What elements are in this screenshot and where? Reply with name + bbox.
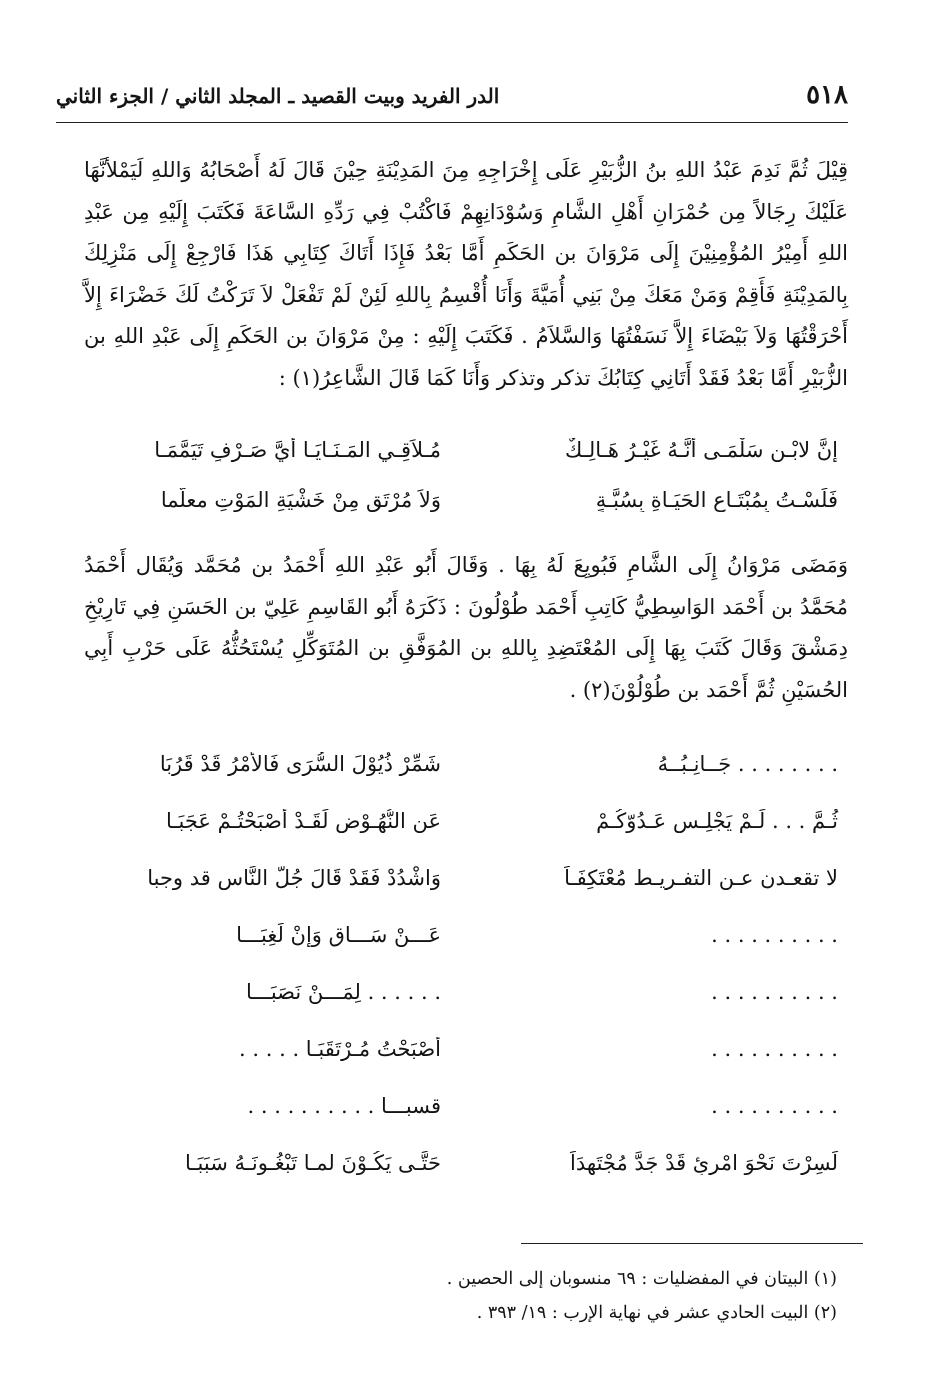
verse-first-hemistich: ثُـمَّ . . . لَـمْ يَجْلِـس عَـدُوّكُـمْ: [596, 808, 838, 833]
verse-first-hemistich: . . . . . . . . . .: [711, 979, 838, 1004]
verse-second-hemistich: مُـلاَقِـي المَـنَـايَـا أَيَّ صَـرْفٍ تَيَمَّمَـا: [154, 438, 441, 462]
verse-first-hemistich: لَسِرْتَ نَحْوَ امْرِئٍ قَدْ جَدَّ مُجْتَهِدَاً: [570, 1150, 838, 1175]
verse-second-hemistich: . . . . . . لِمَـــنْ نَصَبَـــا: [245, 979, 441, 1004]
verse-second-hemistich: قسبـــا . . . . . . . . . .: [247, 1093, 441, 1118]
footnote-2: (٢) البيت الحادي عشر في نهاية الإرب : ١٩/ ٣٩٣ .: [476, 1303, 837, 1323]
verse-line: [84, 906, 848, 963]
verse-line: [84, 1134, 848, 1191]
poem-1: [84, 425, 848, 525]
verse-second-hemistich: شَمِّرْ ذُيُوْلَ السُّرَى فَالأَمْرُ قَدْ قَرُبَا: [159, 751, 441, 776]
verse-line: [84, 1020, 848, 1077]
verse-second-hemistich: وَلاَ مُرْتَقٍ مِنْ خَشْيَةِ المَوْتِ معلّما: [160, 488, 441, 512]
page-body: [84, 150, 848, 1191]
verse-second-hemistich: أَصْبَحْتُ مُـرْتَقَبَـا . . . . .: [239, 1036, 441, 1061]
verse-line: [84, 425, 848, 475]
verse-first-hemistich: . . . . . . . . . .: [711, 1036, 838, 1061]
verse-line: [84, 735, 848, 792]
verse-first-hemistich: لا تقعـدن عـن التفـريـط مُعْتَكِفَـاً: [564, 865, 838, 890]
verse-line: [84, 963, 848, 1020]
verse-first-hemistich: . . . . . . . . . .: [711, 1093, 838, 1118]
footnote-1: (١) البيتان في المفضليات : ٦٩ منسوبان إلى الحصين .: [446, 1269, 837, 1289]
verse-first-hemistich: فَلَسْـتُ بِمُبْتَـاعِ الحَيَـاةِ بِسُبَّـةٍ: [595, 488, 838, 512]
verse-first-hemistich: إِنَّ لابْـنِ سَلْمَـى أَنَّـهُ غَيْـرُ هَـالِـكٌ: [565, 438, 838, 462]
paragraph-2: وَمَضَى مَرْوَانُ إِلَى الشَّامِ فَبُويِعَ لَهُ بِهَا . وَقَالَ أَبُو عَبْدِ اللهِ أَحْمَدُ بن مُحَمَّد وَيُقَال أَحْمَدُ مُحَمَّدُ بن أَحْمَد الوَاسِطِيُّ كَاتِبِ أَحْمَد طُوْلُونَ : ذَكَرَهُ أَبُو القَاسِمِ عَلِيّ بن الحَسَنِ فِي تَارِيْخِ دِمَشْقَ وَقَالَ كَتَبَ بِهَا إِلَى المُعْتَضِدِ بِاللهِ بن المُوَفَّقِ بن المُتَوَكِّلِ يُسْتَحُثُّهُ عَلَى حَرْبِ أَبِي الحُسَيْنِ ثُمَّ أَحْمَد بن طُوْلُوْنَ(٢) .: [84, 553, 848, 702]
running-title: الدر الفريد وبيت القصيد ـ المجلد الثاني / الجزء الثاني: [56, 84, 500, 108]
verse-first-hemistich: . . . . . . . . جَــانِـبُــهُ: [657, 751, 838, 776]
verse-second-hemistich: حَتَّـى يَكُـوْنَ لمـا تَبْغُـونَـهُ سَبَبَـا: [184, 1150, 441, 1175]
page-header: [56, 78, 848, 123]
footnotes: [137, 1262, 837, 1330]
verse-second-hemistich: وَاشْدُدْ فَقَدْ قَالَ جُلُّ النَّاسِ قد وجبا: [147, 865, 441, 890]
paragraph-1: قِيْلَ ثُمَّ نَدِمَ عَبْدُ اللهِ بنُ الزُّبَيْرِ عَلَى إِخْرَاجِهِ مِنَ المَدِيْنَةِ حِيْنَ قَالَ لَهُ أَصْحَابُهُ وَاللهِ لَيَمْلأنَّهَا عَلَيْكَ رِجَالاً مِن حُمْرَانِ أَهْلِ الشَّامِ وَسُوْدَانِهِمْ فَاكْتُبْ فِي رَدِّهِ السَّاعَةَ فَكَتَبَ إِلَيْهِ مِن عَبْدِ اللهِ أَمِيْرُ المُؤْمِنِيْنَ إِلَى مَرْوَانَ بن الحَكَمِ أَمَّا بَعْدُ فَإِذَا أَتَاكَ كِتَابِي هَذَا فَارْجِعْ إِلَى مَنْزِلِكَ بِالمَدِيْنَةِ فَأَقِمْ وَمَنْ مَعَكَ مِنْ بَنِي أُمَيَّةَ وَأَنَا أُقْسِمُ بِاللهِ لَئِنْ لَمْ تَفْعَلْ لاَ تَرَكْتُ لَكَ خَضْرَاءَ إِلاَّ أَحْرَقْتُهَا وَلاَ بَيْضَاءَ إِلاَّ نَسَفْتُهَا وَالسَّلاَمُ . فَكَتَبَ إِلَيْهِ : مِنْ مَرْوَانَ بن الحَكَمِ إِلَى عَبْدِ اللهِ بن الزُّبَيْرِ أَمَّا بَعْدُ فَقَدْ أَتَانِي كِتَابُكَ تذكر وتذكر وَأَنَا كَمَا قَالَ الشَّاعِرُ(١) :: [84, 158, 848, 390]
verse-second-hemistich: عَنِ النُّهُـوْضِ لَقَـدْ أَصْبَحْتُـمْ عَجَبَـا: [165, 808, 441, 833]
verse-line: [84, 1077, 848, 1134]
verse-first-hemistich: . . . . . . . . . .: [711, 922, 838, 947]
verse-line: [84, 849, 848, 906]
verse-line: [84, 475, 848, 525]
verse-second-hemistich: عَـــنْ سَـــاقٍ وَإِنْ لَغِبَـــا: [236, 922, 441, 947]
page-number: ٥١٨: [806, 80, 848, 110]
poem-2: [84, 735, 848, 1191]
verse-line: [84, 792, 848, 849]
footnote-divider: [521, 1243, 863, 1244]
